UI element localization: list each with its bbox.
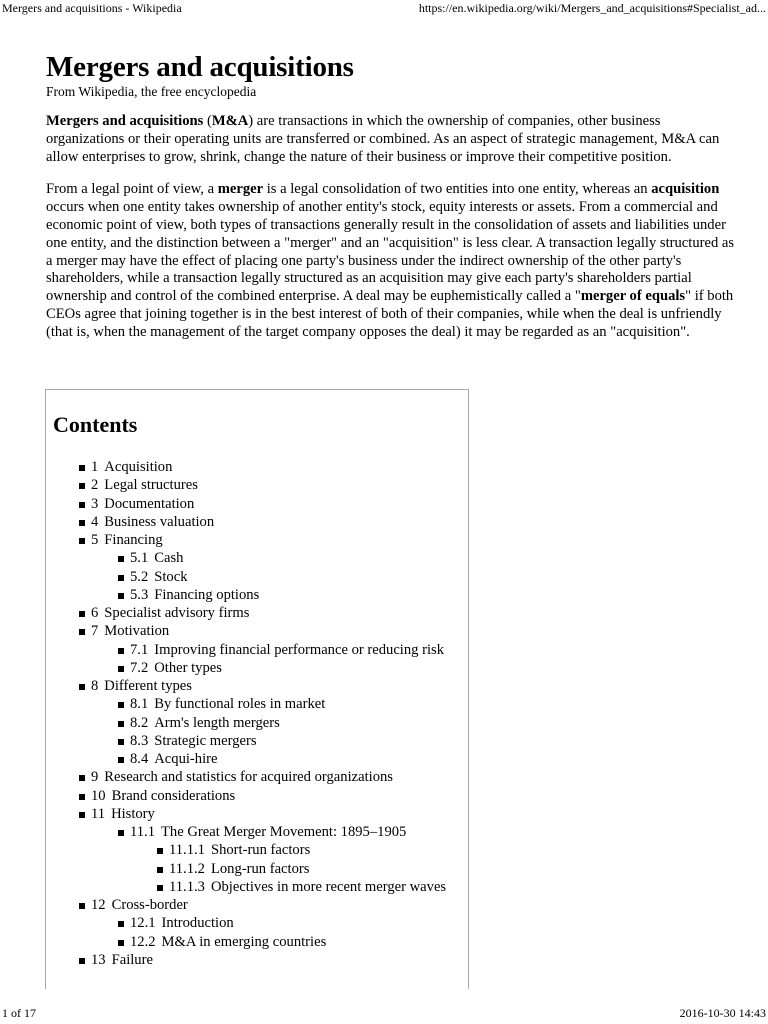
toc-link[interactable] (169, 878, 446, 896)
toc-number: 2 (91, 477, 99, 494)
toc-text: Documentation (104, 495, 195, 512)
toc-item[interactable] (46, 823, 470, 841)
toc-number: 5.1 (130, 550, 149, 567)
toc-item[interactable] (46, 659, 470, 677)
page-tab-title: Mergers and acquisitions - Wikipedia (2, 1, 182, 15)
toc-link[interactable] (91, 458, 172, 476)
bold-term-ma: Mergers and acquisitions (46, 113, 204, 129)
toc-text: Legal structures (104, 477, 198, 494)
toc-item[interactable] (46, 860, 470, 878)
toc-item[interactable] (46, 896, 470, 914)
toc-number: 8.2 (130, 714, 149, 731)
square-bullet-icon (118, 666, 124, 672)
text-run: " if both CEOs agree that joining together is in the best interest of both of their companies, while when the deal is unfriendly (that is, when the management of the target company opposes the deal) it may be regarded as an "acquisition". (46, 288, 734, 340)
toc-list (46, 458, 470, 969)
toc-text: M&A in emerging countries (161, 933, 327, 950)
text-run: ( (203, 113, 212, 129)
toc-link[interactable] (130, 659, 222, 677)
toc-number: 12.1 (130, 915, 156, 932)
toc-text: Motivation (104, 623, 170, 640)
toc-link[interactable] (91, 787, 235, 805)
toc-text: Introduction (161, 915, 234, 932)
toc-heading: Contents (53, 412, 138, 437)
toc-item[interactable] (46, 714, 470, 732)
toc-number: 8.4 (130, 751, 149, 767)
toc-number: 12.2 (130, 933, 156, 950)
square-bullet-icon (118, 556, 124, 562)
toc-text: Different types (104, 678, 192, 694)
toc-text: Improving financial performance or reducing risk (154, 641, 444, 658)
square-bullet-icon (79, 958, 85, 964)
toc-text: Acquisition (104, 459, 173, 475)
toc-number: 5 (91, 532, 99, 548)
toc-text: Stock (154, 568, 188, 585)
toc-item[interactable] (46, 622, 470, 640)
square-bullet-icon (79, 483, 85, 489)
square-bullet-icon (118, 702, 124, 708)
toc-item[interactable] (46, 933, 470, 951)
toc-number: 7.1 (130, 641, 149, 658)
toc-number: 7.2 (130, 659, 149, 676)
toc-item[interactable] (46, 458, 470, 476)
print-datetime: 2016-10-30 14:43 (679, 1006, 766, 1020)
toc-link[interactable] (169, 860, 309, 878)
toc-item[interactable] (46, 695, 470, 713)
square-bullet-icon (79, 684, 85, 690)
toc-text: Financing options (154, 586, 260, 603)
toc-number: 11.1.1 (169, 842, 205, 859)
print-footer (0, 1006, 768, 1022)
toc-number: 5.3 (130, 586, 149, 603)
toc-number: 11.1.2 (169, 860, 205, 877)
toc-link[interactable] (130, 823, 406, 841)
table-of-contents (45, 389, 469, 989)
toc-link[interactable] (130, 586, 259, 604)
toc-link[interactable] (91, 531, 163, 549)
square-bullet-icon (79, 538, 85, 544)
toc-item[interactable] (46, 677, 470, 695)
toc-number: 3 (91, 495, 99, 512)
toc-number: 8.1 (130, 696, 149, 713)
square-bullet-icon (79, 812, 85, 818)
toc-number: 5.2 (130, 568, 149, 585)
toc-text: Business valuation (104, 513, 215, 530)
toc-item[interactable] (46, 732, 470, 750)
toc-number: 1 (91, 459, 99, 475)
square-bullet-icon (79, 629, 85, 635)
toc-number: 8 (91, 678, 99, 694)
lead-paragraph-2 (46, 181, 736, 341)
toc-number: 11 (91, 805, 106, 822)
toc-item[interactable] (46, 568, 470, 586)
toc-number: 12 (91, 897, 106, 913)
toc-item[interactable] (46, 476, 470, 494)
toc-number: 4 (91, 513, 99, 530)
square-bullet-icon (118, 721, 124, 727)
text-run: occurs when one entity takes ownership of another entity's stock, equity interests or assets. From a commercial and economic point of view, both types of transactions generally result in the consolidation of assets and liabilities under one entity, and the distinction between a "merger" and an "acquisition" is less clear. A transaction legally structured as a merger may have the effect of placing one party's business under the indirect ownership of the other party's shareholders, while a transaction legally structured as an acquisition may give each party's shareholders partial ownership and control of the combined enterprise. A deal may be euphemistically called a " (46, 199, 735, 305)
toc-link[interactable] (169, 841, 310, 859)
toc-link[interactable] (91, 513, 214, 531)
text-run: is a legal consolidation of two entities into one entity, whereas an (263, 181, 652, 198)
toc-text: Failure (111, 951, 153, 968)
square-bullet-icon (157, 867, 163, 873)
toc-link[interactable] (130, 568, 188, 586)
toc-link[interactable] (130, 549, 183, 567)
lead-paragraph-1 (46, 113, 736, 166)
toc-item[interactable] (46, 914, 470, 932)
toc-link[interactable] (130, 695, 325, 713)
toc-text: By functional roles in market (154, 696, 326, 713)
toc-text: Arm's length mergers (154, 714, 280, 731)
toc-number: 7 (91, 623, 99, 640)
toc-item[interactable] (46, 805, 470, 823)
toc-text: Objectives in more recent merger waves (210, 878, 447, 895)
page-number: 1 of 17 (2, 1006, 36, 1020)
toc-text: Cash (154, 550, 184, 567)
toc-link[interactable] (130, 914, 234, 932)
toc-link[interactable] (130, 732, 257, 750)
square-bullet-icon (79, 775, 85, 781)
toc-text: Brand considerations (111, 787, 236, 804)
toc-number: 8.3 (130, 732, 149, 749)
bold-term-merger: merger (217, 181, 264, 198)
toc-link[interactable] (130, 714, 280, 732)
toc-item[interactable] (46, 586, 470, 604)
toc-text: Specialist advisory firms (104, 605, 250, 621)
page-url[interactable]: https://en.wikipedia.org/wiki/Mergers_and_acquisitions#Specialist_ad... (418, 1, 766, 15)
bold-term-acquisition: acquisition (651, 181, 720, 198)
square-bullet-icon (157, 848, 163, 854)
toc-text: Long-run factors (210, 860, 310, 877)
toc-link[interactable] (130, 933, 326, 951)
toc-item[interactable] (46, 951, 470, 969)
toc-item[interactable] (46, 513, 470, 531)
square-bullet-icon (118, 940, 124, 946)
toc-item[interactable] (46, 604, 470, 622)
toc-number: 13 (91, 951, 106, 968)
square-bullet-icon (79, 465, 85, 471)
square-bullet-icon (79, 903, 85, 909)
toc-item[interactable] (46, 531, 470, 549)
toc-item[interactable] (46, 750, 470, 768)
square-bullet-icon (79, 520, 85, 526)
site-subtitle: From Wikipedia, the free encyclopedia (46, 84, 257, 99)
square-bullet-icon (79, 611, 85, 617)
toc-item[interactable] (46, 787, 470, 805)
toc-text: Financing (104, 532, 163, 548)
toc-link[interactable] (91, 951, 153, 969)
toc-item[interactable] (46, 495, 470, 513)
square-bullet-icon (118, 575, 124, 581)
toc-item[interactable] (46, 549, 470, 567)
toc-text: Cross-border (111, 897, 188, 913)
toc-item[interactable] (46, 641, 470, 659)
square-bullet-icon (157, 885, 163, 891)
toc-link[interactable] (91, 677, 192, 695)
toc-number: 10 (91, 787, 106, 804)
toc-text: Research and statistics for acquired organizations (104, 769, 393, 786)
toc-link[interactable] (91, 896, 188, 914)
square-bullet-icon (118, 921, 124, 927)
toc-link[interactable] (91, 805, 155, 823)
toc-text: The Great Merger Movement: 1895–1905 (161, 824, 407, 840)
toc-text: Acqui-hire (154, 751, 218, 767)
square-bullet-icon (118, 739, 124, 745)
print-header (0, 0, 768, 16)
text-run: ) are transactions in which the ownership of companies, other business organizations or their operating units are transferred or combined. As an aspect of strategic management, M&A can allow enterprises to grow, shrink, change the nature of their business or improve their competitive position. (46, 113, 720, 165)
toc-link[interactable] (130, 641, 444, 659)
toc-link[interactable] (91, 476, 198, 494)
toc-link[interactable] (130, 750, 217, 768)
toc-link[interactable] (91, 604, 249, 622)
toc-link[interactable] (91, 495, 194, 513)
toc-link[interactable] (91, 768, 393, 786)
square-bullet-icon (118, 593, 124, 599)
toc-text: Other types (154, 659, 222, 676)
square-bullet-icon (118, 648, 124, 654)
square-bullet-icon (79, 502, 85, 508)
toc-number: 9 (91, 769, 99, 786)
toc-text: History (111, 805, 155, 822)
article-content (46, 50, 736, 342)
bold-term-abbr: M&A (211, 113, 249, 129)
toc-text: Short-run factors (210, 842, 311, 859)
toc-item[interactable] (46, 878, 470, 896)
square-bullet-icon (79, 794, 85, 800)
text-run: From a legal point of view, a (46, 181, 218, 198)
page-title: Mergers and acquisitions (46, 51, 354, 83)
toc-number: 11.1.3 (169, 878, 205, 895)
toc-item[interactable] (46, 841, 470, 859)
toc-item[interactable] (46, 768, 470, 786)
square-bullet-icon (118, 757, 124, 763)
toc-text: Strategic mergers (154, 732, 257, 749)
toc-link[interactable] (91, 622, 169, 640)
toc-number: 6 (91, 605, 99, 621)
bold-term-merger-of-equals: merger of equals (580, 288, 686, 305)
toc-number: 11.1 (130, 824, 155, 840)
square-bullet-icon (118, 830, 124, 836)
